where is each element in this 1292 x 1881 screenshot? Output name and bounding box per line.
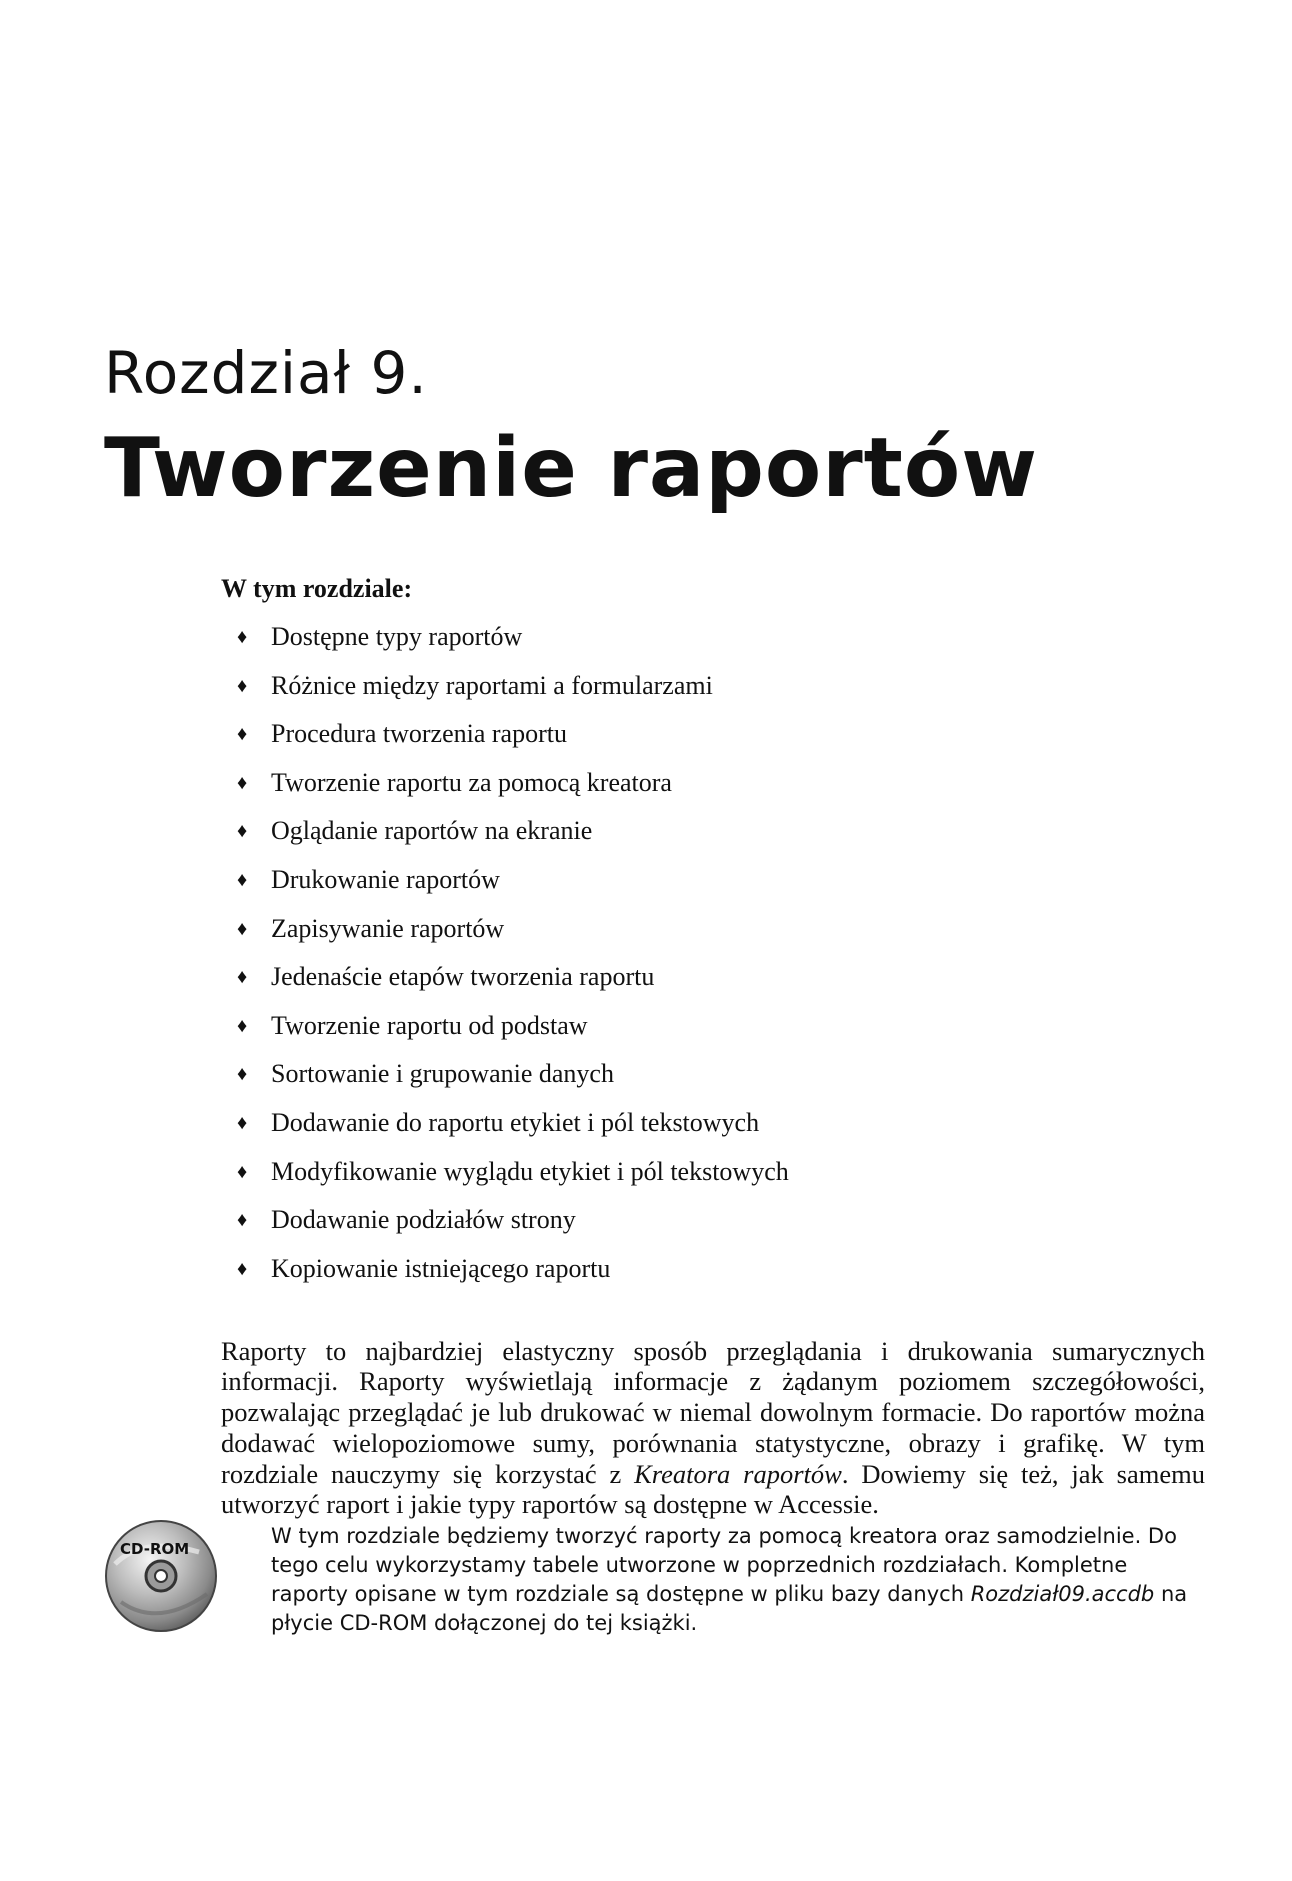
list-item: [237, 1057, 1211, 1106]
chapter-label: Rozdział 9.: [104, 339, 428, 407]
diamond-bullet-icon: ♦: [237, 1209, 248, 1232]
diamond-bullet-icon: ♦: [237, 723, 248, 746]
diamond-bullet-icon: ♦: [237, 674, 248, 697]
list-item: [237, 863, 1211, 912]
chapter-title: Tworzenie raportów: [104, 421, 1038, 516]
list-item-text: Zapisywanie raportów: [271, 913, 505, 943]
list-item-text: Oglądanie raportów na ekranie: [271, 816, 593, 846]
cd-rom-icon: [103, 1516, 223, 1634]
list-item: [237, 960, 1211, 1009]
list-item-text: Dodawanie do raportu etykiet i pól tekstowych: [271, 1107, 760, 1137]
topics-list: [221, 620, 1211, 1300]
cd-rom-icon-label: CD-ROM: [120, 1540, 190, 1558]
list-item-text: Tworzenie raportu za pomocą kreatora: [271, 767, 672, 797]
list-item-text: Jedenaście etapów tworzenia raportu: [271, 962, 655, 992]
list-item: [237, 717, 1211, 766]
list-item: [237, 814, 1211, 863]
list-item: [237, 1009, 1211, 1058]
list-item: [237, 669, 1211, 718]
list-item: [237, 1106, 1211, 1155]
cd-rom-note-text: [271, 1522, 1201, 1638]
list-item: [237, 912, 1211, 961]
diamond-bullet-icon: ♦: [237, 820, 248, 843]
note-filename: Rozdział09.accdb: [970, 1582, 1155, 1606]
list-item: [237, 1155, 1211, 1204]
diamond-bullet-icon: ♦: [237, 1063, 248, 1086]
list-item-text: Kopiowanie istniejącego raportu: [271, 1253, 611, 1283]
list-item-text: Procedura tworzenia raportu: [271, 719, 567, 749]
cd-disc-icon: [103, 1516, 223, 1634]
list-item-text: Drukowanie raportów: [271, 864, 500, 894]
list-item-text: Modyfikowanie wyglądu etykiet i pól tekstowych: [271, 1156, 789, 1186]
list-item: [237, 1252, 1211, 1301]
list-item-text: Tworzenie raportu od podstaw: [271, 1010, 588, 1040]
list-item-text: Dodawanie podziałów strony: [271, 1205, 576, 1235]
paragraph-italic-term: Kreatora raportów: [634, 1458, 842, 1489]
diamond-bullet-icon: ♦: [237, 771, 248, 794]
list-item-text: Sortowanie i grupowanie danych: [271, 1059, 614, 1089]
list-item: [237, 1203, 1211, 1252]
diamond-bullet-icon: ♦: [237, 966, 248, 989]
diamond-bullet-icon: ♦: [237, 1160, 248, 1183]
chapter-contents: [221, 572, 1211, 1300]
diamond-bullet-icon: ♦: [237, 1257, 248, 1280]
diamond-bullet-icon: ♦: [237, 1014, 248, 1037]
intro-paragraph: [221, 1336, 1205, 1521]
note-text-end: na płycie CD-ROM dołączonej do tej książki.: [271, 1582, 1188, 1635]
list-item: [237, 766, 1211, 815]
note-text-start: W tym rozdziale będziemy tworzyć raporty za pomocą kreatora oraz samodzielnie. Do tego celu wykorzystamy tabele utworzone w poprzednich rozdziałach. Kompletne raporty opisane w tym rozdziale są dostępne w pliku bazy danych: [271, 1524, 1177, 1606]
contents-heading: W tym rozdziale:: [221, 574, 413, 603]
list-item-text: Dostępne typy raportów: [271, 622, 523, 651]
paragraph-text-end: . Dowiemy się też, jak samemu utworzyć raport i jakie typy raportów są dostępne w Accessie.: [221, 1458, 1205, 1520]
diamond-bullet-icon: ♦: [237, 626, 248, 648]
diamond-bullet-icon: ♦: [237, 1111, 248, 1134]
list-item: [237, 620, 1211, 669]
paragraph-text-start: Raporty to najbardziej elastyczny sposób przeglądania i drukowania sumarycznych informacji. Raporty wyświetlają informacje z żądanym poziomem szczegółowości, pozwalając przeglądać je lub drukować w niemal dowolnym formacie. Do raportów można dodawać wielopoziomowe sumy, porównania statystyczne, obrazy i grafikę. W tym rozdziale nauczymy się korzystać z: [221, 1335, 1205, 1489]
list-item-text: Różnice między raportami a formularzami: [271, 670, 713, 700]
diamond-bullet-icon: ♦: [237, 917, 248, 940]
diamond-bullet-icon: ♦: [237, 868, 248, 891]
